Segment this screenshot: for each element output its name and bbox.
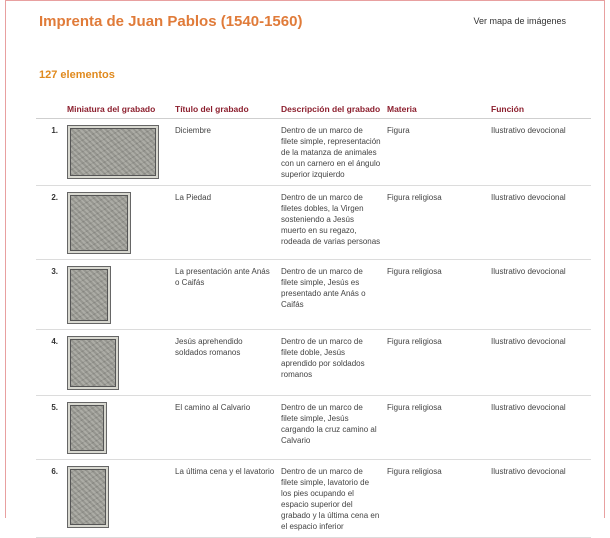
engraving-calvary-icon[interactable] [67,402,107,454]
page-title: Imprenta de Juan Pablos (1540-1560) [39,13,303,30]
row-number: 4. [36,330,64,396]
engraving-last-supper-icon[interactable] [67,466,109,528]
row-function: Ilustrativo devocional [488,260,591,330]
row-title[interactable]: Jesús aprehendido soldados romanos [172,330,278,396]
table-row [36,119,591,186]
row-title[interactable]: La Piedad [172,186,278,260]
engravings-table [36,101,591,538]
row-function: Ilustrativo devocional [488,119,591,186]
col-title: Título del grabado [172,101,278,119]
row-number: 2. [36,186,64,260]
engraving-arrest-icon[interactable] [67,336,119,390]
row-description: Dentro de un marco de filete simple, Jesús es presentado ante Anás o Caifás [278,260,384,330]
col-subject: Materia [384,101,488,119]
table-row [36,260,591,330]
engraving-piedad-icon[interactable] [67,192,131,254]
row-number: 1. [36,119,64,186]
row-title[interactable]: Diciembre [172,119,278,186]
row-number: 3. [36,260,64,330]
row-subject: Figura religiosa [384,330,488,396]
row-title[interactable]: El camino al Calvario [172,396,278,460]
row-title[interactable]: La última cena y el lavatorio [172,460,278,538]
col-description: Descripción del grabado [278,101,384,119]
row-function: Ilustrativo devocional [488,186,591,260]
row-subject: Figura religiosa [384,460,488,538]
row-subject: Figura [384,119,488,186]
engraving-december-icon[interactable] [67,125,159,179]
row-description: Dentro de un marco de filete simple, representación de la matanza de animales con un carnero en el ángulo superior izquierdo [278,119,384,186]
row-number: 5. [36,396,64,460]
col-thumbnail: Miniatura del grabado [64,101,172,119]
row-description: Dentro de un marco de filete doble, Jesús aprendido por soldados romanos [278,330,384,396]
row-subject: Figura religiosa [384,260,488,330]
row-function: Ilustrativo devocional [488,396,591,460]
image-map-link[interactable]: Ver mapa de imágenes [473,16,566,26]
table-row [36,186,591,260]
row-function: Ilustrativo devocional [488,330,591,396]
row-number: 6. [36,460,64,538]
row-description: Dentro de un marco de filete simple, Jesús cargando la cruz camino al Calvario [278,396,384,460]
table-header-row [36,101,591,119]
row-description: Dentro de un marco de filetes dobles, la Virgen sosteniendo a Jesús muerto en su regazo, rodeada de varias personas [278,186,384,260]
engraving-presentation-icon[interactable] [67,266,111,324]
table-row [36,396,591,460]
page-frame [5,0,605,531]
col-function: Función [488,101,591,119]
row-function: Ilustrativo devocional [488,460,591,538]
table-row [36,460,591,538]
row-title[interactable]: La presentación ante Anás o Caifás [172,260,278,330]
table-row [36,330,591,396]
row-subject: Figura religiosa [384,186,488,260]
row-description: Dentro de un marco de filete simple, lavatorio de los pies ocupando el espacio superior del grabado y la última cena en el espacio inferior [278,460,384,538]
results-count: 127 elementos [39,69,115,81]
row-subject: Figura religiosa [384,396,488,460]
